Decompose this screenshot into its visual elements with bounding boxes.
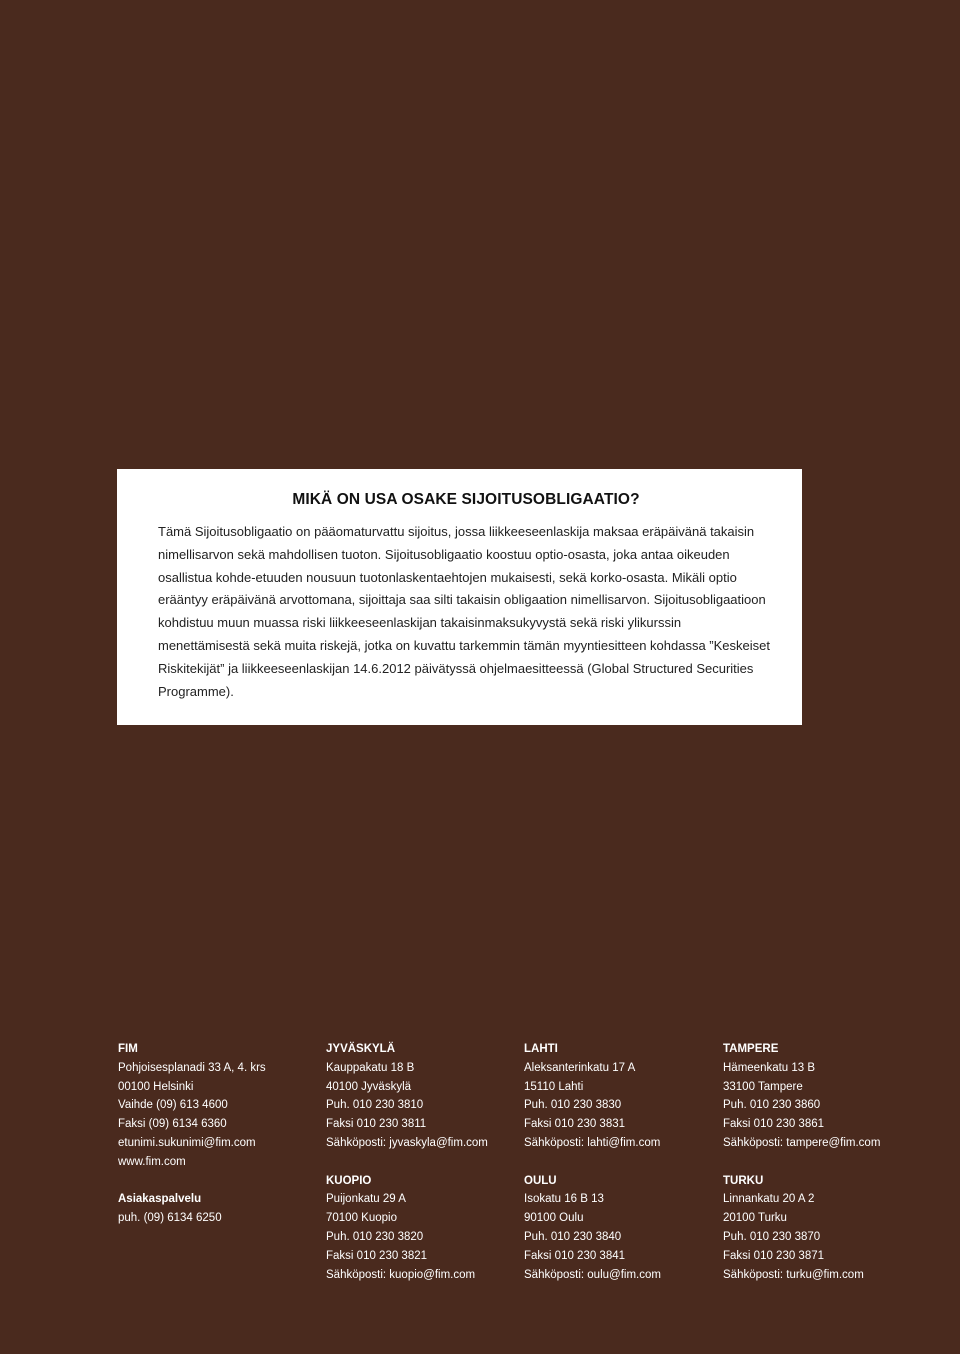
office-postcode: 00100 Helsinki xyxy=(118,1080,194,1093)
office-heading: LAHTI xyxy=(524,1043,558,1055)
office-email-link[interactable]: etunimi.sukunimi@fim.com xyxy=(118,1136,256,1149)
info-panel xyxy=(117,469,802,725)
office-fax: Faksi 010 230 3861 xyxy=(723,1118,825,1131)
office-fax: Faksi 010 230 3871 xyxy=(723,1249,825,1262)
office-phone: Puh. 010 230 3840 xyxy=(524,1230,622,1243)
office-column-4 xyxy=(723,1040,918,1284)
office-heading: TURKU xyxy=(723,1174,764,1187)
office-email-link[interactable]: Sähköposti: turku@fim.com xyxy=(723,1268,864,1281)
office-phone: Puh. 010 230 3870 xyxy=(723,1230,821,1243)
office-address: Pohjoisesplanadi 33 A, 4. krs xyxy=(118,1061,266,1074)
office-address: Linnankatu 20 A 2 xyxy=(723,1193,815,1206)
office-column-3 xyxy=(524,1040,719,1284)
office-postcode: 20100 Turku xyxy=(723,1212,787,1225)
office-address: Aleksanterinkatu 17 A xyxy=(524,1061,636,1074)
office-turku xyxy=(723,1172,918,1285)
office-directory xyxy=(118,1040,881,1290)
office-phone: Puh. 010 230 3820 xyxy=(326,1230,424,1243)
office-jyvaskyla xyxy=(326,1040,521,1153)
office-email-link[interactable]: Sähköposti: oulu@fim.com xyxy=(524,1268,661,1281)
spacer xyxy=(723,1153,918,1172)
office-phone: Vaihde (09) 613 4600 xyxy=(118,1099,228,1112)
office-phone: Puh. 010 230 3830 xyxy=(524,1099,622,1112)
office-address: Isokatu 16 B 13 xyxy=(524,1193,604,1206)
office-phone: Puh. 010 230 3810 xyxy=(326,1099,424,1112)
office-column-fim xyxy=(118,1040,313,1228)
office-lahti xyxy=(524,1040,719,1153)
info-title: MIKÄ ON USA OSAKE SIJOITUSOBLIGAATIO? xyxy=(292,491,640,508)
service-heading: Asiakaspalvelu xyxy=(118,1193,202,1206)
office-address: Puijonkatu 29 A xyxy=(326,1193,406,1206)
office-column-2 xyxy=(326,1040,521,1284)
office-fax: Faksi 010 230 3821 xyxy=(326,1249,428,1262)
customer-service xyxy=(118,1190,313,1228)
office-heading: TAMPERE xyxy=(723,1043,779,1055)
service-phone: puh. (09) 6134 6250 xyxy=(118,1212,222,1225)
office-address: Kauppakatu 18 B xyxy=(326,1061,415,1074)
office-tampere xyxy=(723,1040,918,1153)
info-body: Tämä Sijoitusobligaatio on pääomaturvattu sijoitus, jossa liikkeeseenlaskija maksaa eräpäivänä takaisin nimellisarvon sekä mahdollisen tuoton. Sijoitusobligaatio koostuu optio-osasta, joka antaa oikeuden osallistua kohde-etuuden nousuun tuotonlaskentaehtojen mukaisesti, sekä korko-osasta. Mikäli optio erääntyy eräpäivänä arvottomana, sijoittaja saa silti takaisin obligaation nimellisarvon. Sijoitusobligaatioon kohdistuu muun muassa riski liikkeeseenlaskijan takaisinmaksukyvystä sekä riski ylikurssin menettämisestä sekä muita riskejä, jotka on kuvattu tarkemmin tämän myyntiesitteen kohdassa ”Keskeiset Riskitekijät” ja liikkeeseenlaskijan 14.6.2012 päivätyssä ohjelmaesitteessä (Global Structured Securities Programme). xyxy=(158,524,770,699)
office-fax: Faksi 010 230 3811 xyxy=(326,1118,427,1131)
spacer xyxy=(326,1153,521,1172)
office-fax: Faksi 010 230 3841 xyxy=(524,1249,626,1262)
office-email-link[interactable]: Sähköposti: lahti@fim.com xyxy=(524,1136,661,1149)
office-postcode: 15110 Lahti xyxy=(524,1080,584,1093)
office-email-link[interactable]: Sähköposti: jyvaskyla@fim.com xyxy=(326,1136,488,1149)
office-heading: JYVÄSKYLÄ xyxy=(326,1043,396,1055)
office-kuopio xyxy=(326,1172,521,1285)
office-phone: Puh. 010 230 3860 xyxy=(723,1099,821,1112)
spacer xyxy=(118,1172,313,1191)
office-heading: FIM xyxy=(118,1043,138,1055)
office-website-link[interactable]: www.fim.com xyxy=(118,1155,186,1168)
office-oulu xyxy=(524,1172,719,1285)
office-fim xyxy=(118,1040,313,1172)
office-heading: OULU xyxy=(524,1174,557,1187)
office-postcode: 90100 Oulu xyxy=(524,1212,584,1225)
office-heading: KUOPIO xyxy=(326,1174,372,1187)
spacer xyxy=(524,1153,719,1172)
office-address: Hämeenkatu 13 B xyxy=(723,1061,816,1074)
office-postcode: 70100 Kuopio xyxy=(326,1212,397,1225)
office-postcode: 33100 Tampere xyxy=(723,1080,803,1093)
office-postcode: 40100 Jyväskylä xyxy=(326,1080,412,1093)
office-email-link[interactable]: Sähköposti: kuopio@fim.com xyxy=(326,1268,476,1281)
office-email-link[interactable]: Sähköposti: tampere@fim.com xyxy=(723,1136,881,1149)
office-fax: Faksi (09) 6134 6360 xyxy=(118,1118,227,1131)
office-fax: Faksi 010 230 3831 xyxy=(524,1118,626,1131)
